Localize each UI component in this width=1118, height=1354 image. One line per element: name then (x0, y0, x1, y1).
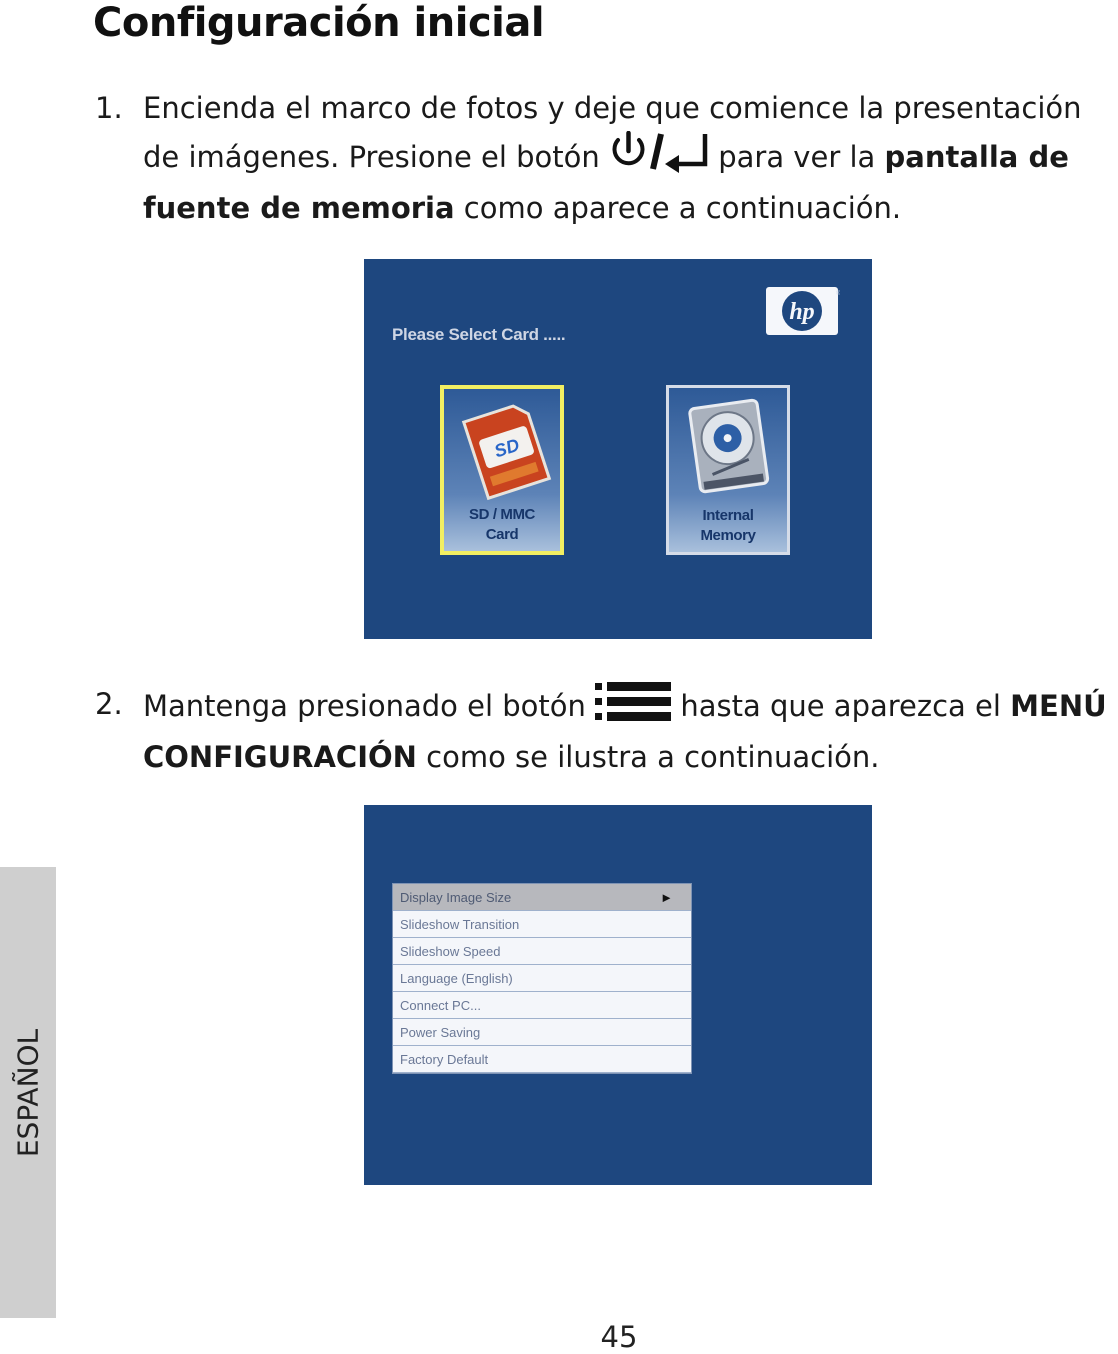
step-2 (95, 682, 1115, 780)
menu-item-connect-pc[interactable] (393, 992, 691, 1019)
sd-card-icon (444, 389, 564, 509)
sd-mmc-card-label (444, 505, 560, 545)
submenu-arrow-icon: ► (660, 890, 673, 905)
menu-item-label: Slideshow Transition (400, 917, 520, 932)
hp-logo (766, 285, 840, 343)
menu-item-label: Power Saving (400, 1025, 481, 1040)
step-text (143, 86, 1115, 231)
svg-text:®: ® (836, 291, 840, 297)
page-heading: Configuración inicial (93, 0, 545, 46)
memory-source-screen (364, 259, 872, 639)
menu-icon (595, 682, 671, 735)
svg-text:SD: SD (491, 434, 522, 462)
internal-memory-option[interactable] (666, 385, 790, 555)
step-text-part: Encienda el marco de fotos y deje que comience la presentación de imágenes. Presione el botón (143, 91, 1082, 174)
menu-item-label: Display Image Size (400, 890, 512, 905)
page-number: 45 (600, 1320, 638, 1354)
step-text-part: Mantenga presionado el botón (143, 689, 596, 723)
power-enter-icon (609, 131, 709, 186)
menu-item-label: Language (English) (400, 971, 513, 986)
step-number: 2. (95, 687, 123, 721)
step-text-part: para ver la (709, 140, 885, 174)
step-number: 1. (95, 91, 123, 125)
menu-item-slideshow-speed[interactable] (393, 938, 691, 965)
language-label: ESPAÑOL (11, 1028, 45, 1157)
select-card-title: Please Select Card ..... (392, 325, 566, 344)
card-label-line: Memory (700, 527, 756, 544)
step-text-bold: MENÚ CONFIGURACIÓN (143, 689, 1107, 774)
step-1 (95, 86, 1115, 231)
sd-mmc-card-option[interactable] (440, 385, 564, 555)
menu-item-language[interactable] (393, 965, 691, 992)
menu-item-display-image-size[interactable] (393, 884, 691, 911)
card-label-line: SD / MMC (469, 506, 535, 523)
menu-item-label: Connect PC... (400, 998, 481, 1013)
language-side-tab (0, 867, 56, 1318)
step-text (143, 682, 1115, 780)
menu-item-power-saving[interactable] (393, 1019, 691, 1046)
step-text-part: como aparece a continuación. (454, 191, 902, 225)
internal-memory-label (669, 506, 787, 546)
menu-item-slideshow-transition[interactable] (393, 911, 691, 938)
menu-item-label: Slideshow Speed (400, 944, 501, 959)
setup-menu (392, 883, 692, 1074)
card-label-line: Card (485, 526, 519, 543)
hard-disk-icon (669, 388, 789, 508)
step-text-bold: pantalla de fuente de memoria (143, 140, 1069, 225)
step-text-part: como se ilustra a continuación. (416, 740, 880, 774)
card-label-line: Internal (702, 507, 754, 524)
menu-item-factory-default[interactable] (393, 1046, 691, 1073)
menu-item-label: Factory Default (400, 1052, 489, 1067)
step-text-part: hasta que aparezca el (671, 689, 1011, 723)
svg-text:hp: hp (789, 299, 815, 325)
setup-menu-screen (364, 805, 872, 1185)
